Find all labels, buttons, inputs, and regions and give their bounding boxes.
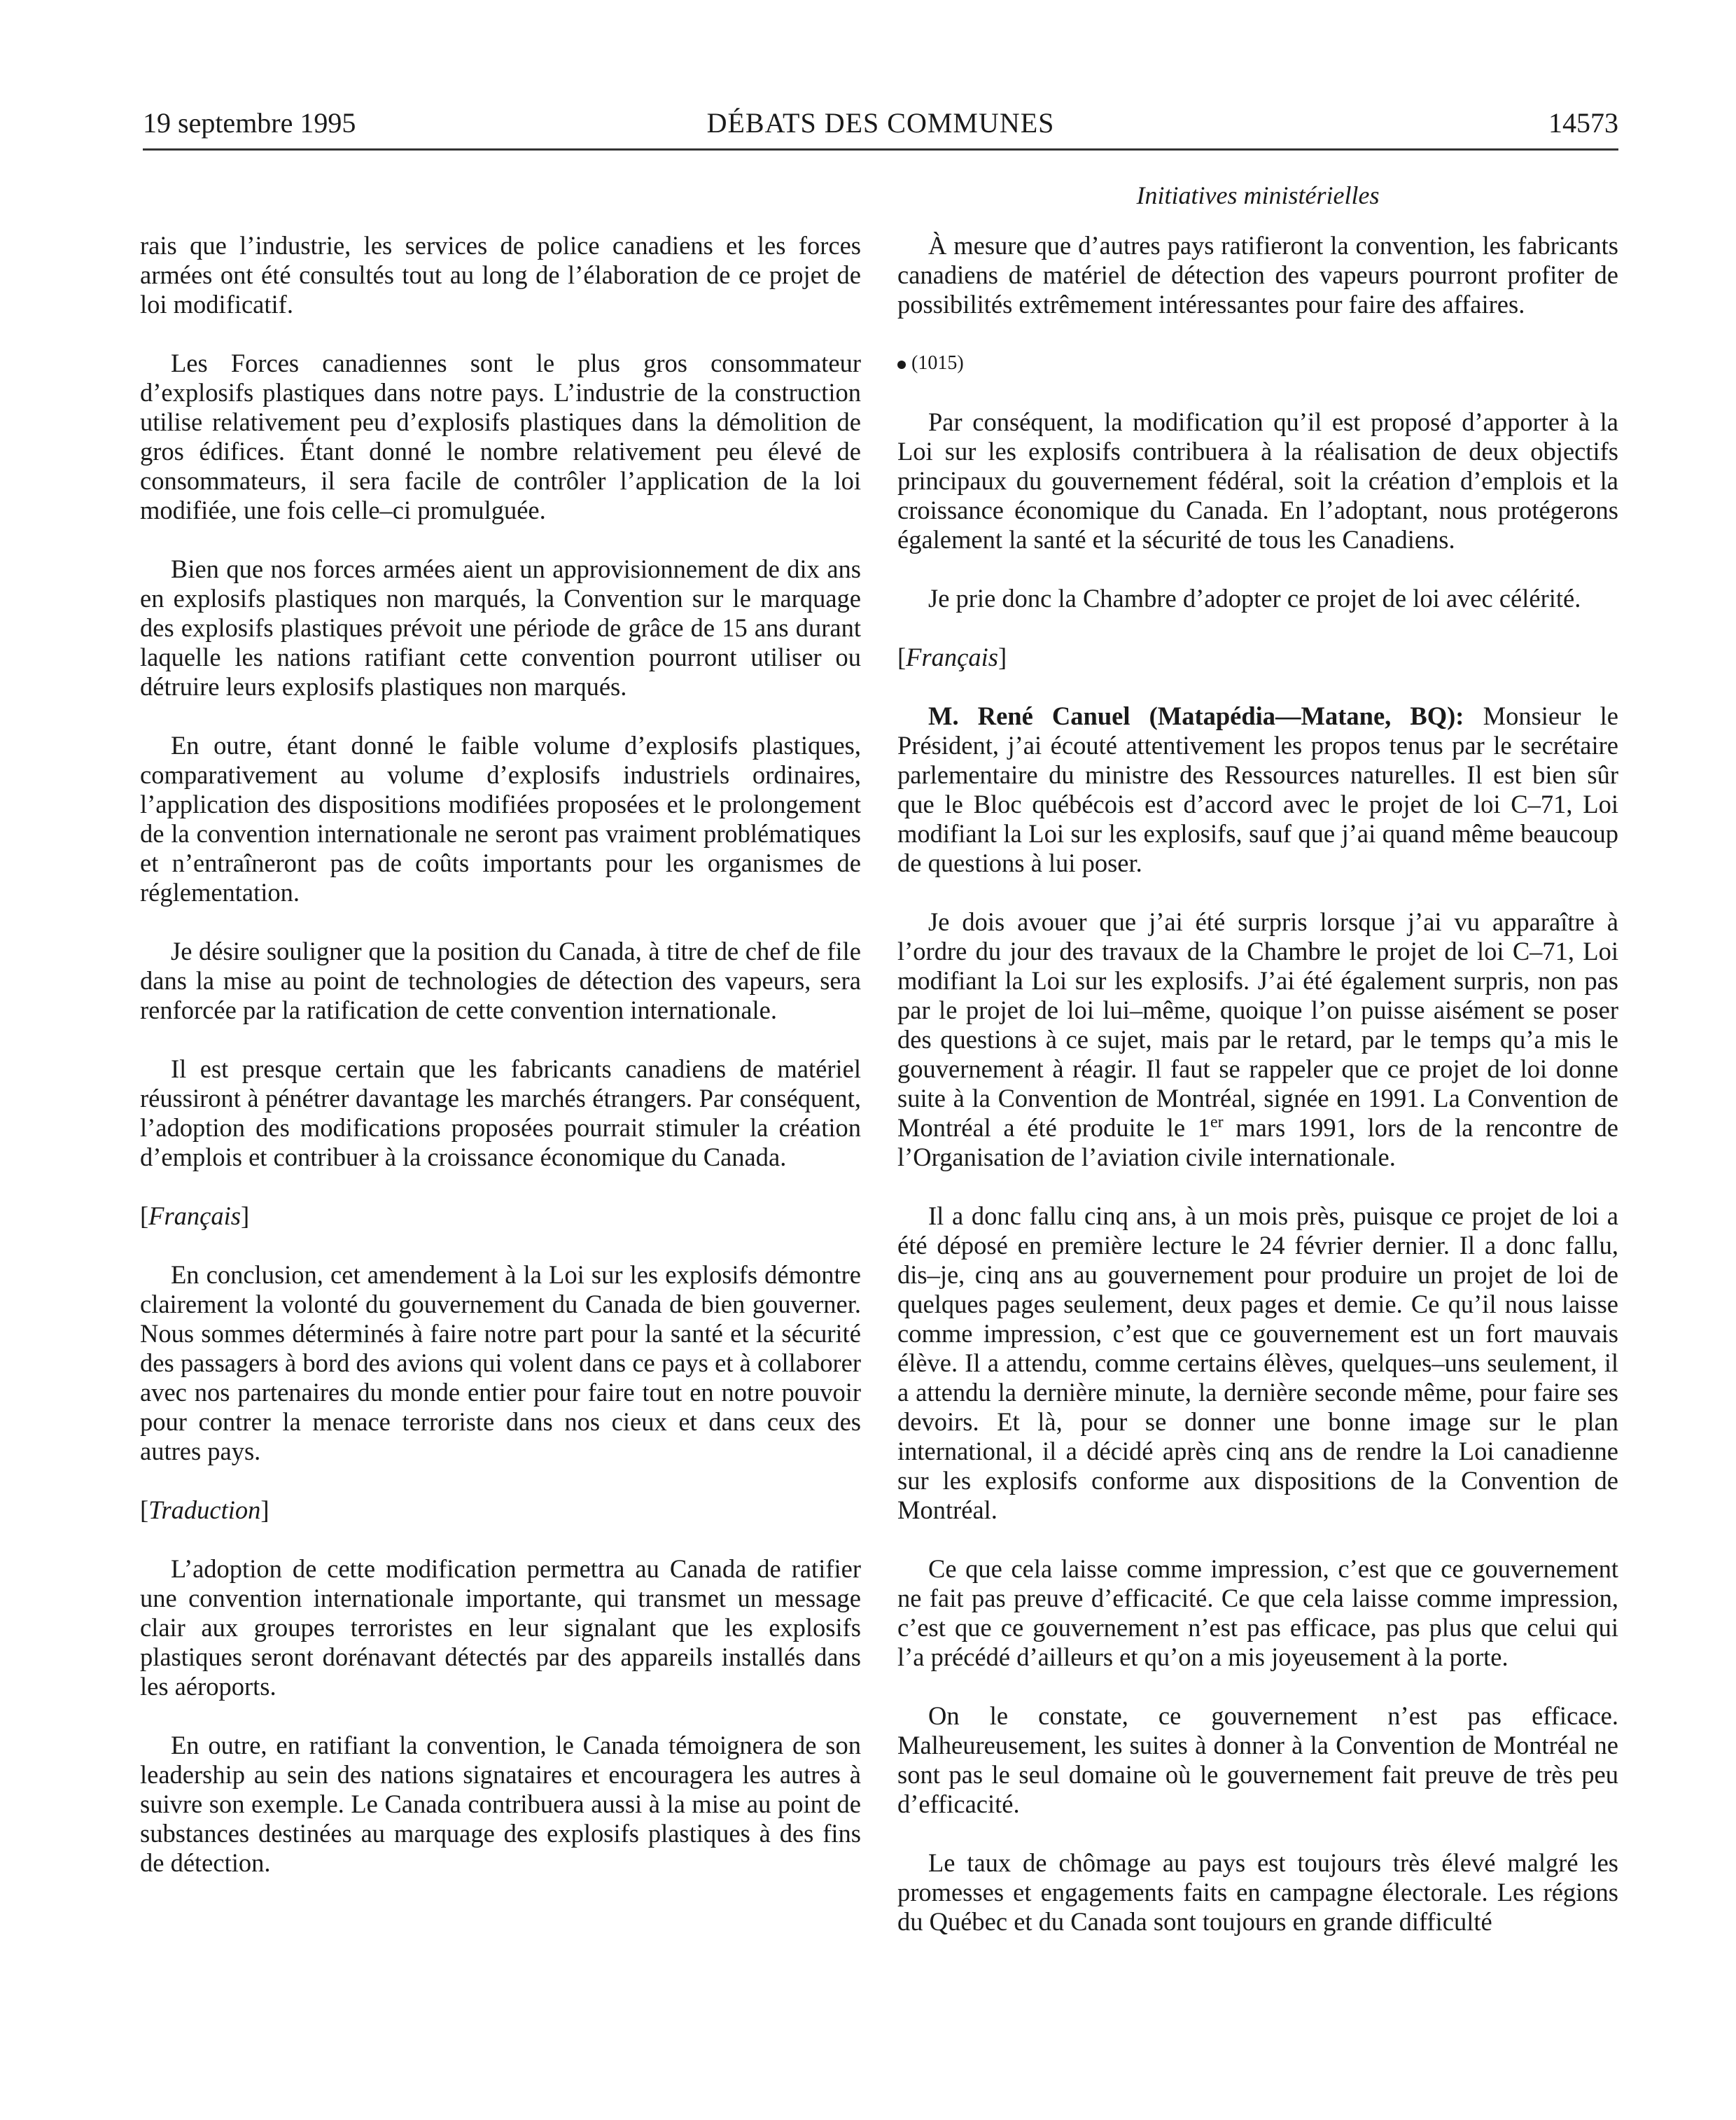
bullet-icon [897, 361, 906, 369]
language-tag-text: Français [906, 643, 998, 671]
language-tag-text: Français [148, 1201, 241, 1230]
paragraph [897, 907, 1618, 1172]
paragraph: En outre, étant donné le faible volume d’explosifs plastiques, comparativement au volume d’explosifs industriels ordinaires, l’application des dispositions modifiées proposées et le prolongement de la convention internationale ne seront pas vraiment problématiques et n’entraîneront pas de coûts importants pour les organismes de réglementation. [140, 731, 861, 907]
paragraph: L’adoption de cette modification permettra au Canada de ratifier une convention internationale importante, qui transmet un message clair aux groupes terroristes en leur signalant que les explosifs plastiques seront dorénavant détectés par des appareils installés dans les aéroports. [140, 1554, 861, 1701]
paragraph: Je désire souligner que la position du Canada, à titre de chef de file dans la mise au point de technologies de détection des vapeurs, sera renforcée par la ratification de cette convention internationale. [140, 937, 861, 1024]
paragraph: rais que l’industrie, les services de police canadiens et les forces armées ont été consultés tout au long de l’élaboration de ce projet de loi modificatif. [140, 231, 861, 319]
paragraph: On le constate, ce gouvernement n’est pas efficace. Malheureusement, les suites à donner à la Convention de Montréal ne sont pas le seul domaine où le gouvernement fait preuve de très peu d’efficacité. [897, 1701, 1618, 1818]
header-date: 19 septembre 1995 [143, 107, 356, 139]
superscript: er [1210, 1113, 1224, 1131]
time-marker [897, 349, 1618, 378]
language-tag: [Français] [140, 1201, 250, 1230]
left-column [140, 231, 861, 1907]
speaker-paragraph [897, 702, 1618, 878]
right-column [897, 231, 1618, 1966]
paragraph: Les Forces canadiennes sont le plus gros consommateur d’explosifs plastiques dans notre pays. L’industrie de la construction utilise relativement peu d’explosifs plastiques dans la démolition de gros édifices. Étant donné le nombre relativement peu élevé de consommateurs, il sera facile de contrôler l’application de la loi modifiée, une fois celle–ci promulguée. [140, 349, 861, 524]
paragraph: Je prie donc la Chambre d’adopter ce projet de loi avec célérité. [928, 584, 1581, 613]
paragraph: Par conséquent, la modification qu’il est proposé d’apporter à la Loi sur les explosifs contribuera à la réalisation de deux objectifs principaux du gouvernement fédéral, soit la création d’emplois et la croissance économique du Canada. En l’adoptant, nous protégerons également la santé et la sécurité de tous les Canadiens. [897, 407, 1618, 554]
speaker-name: M. René Canuel (Matapédia—Matane, BQ): [928, 702, 1464, 730]
header-page-number: 14573 [1548, 107, 1618, 139]
header-title: DÉBATS DES COMMUNES [706, 107, 1055, 139]
paragraph: En outre, en ratifiant la convention, le Canada témoignera de son leadership au sein des nations signataires et encouragera les autres à suivre son exemple. Le Canada contribuera aussi à la mise au point de substances destinées au marquage des explosifs plastiques à des fins de détection. [140, 1731, 861, 1877]
paragraph: Bien que nos forces armées aient un approvisionnement de dix ans en explosifs plastiques non marqués, la Convention sur le marquage des explosifs plastiques prévoit une période de grâce de 15 ans durant laquelle les nations ratifiant cette convention pourront utiliser ou détruire leurs explosifs plastiques non marqués. [140, 555, 861, 701]
paragraph: Ce que cela laisse comme impression, c’est que ce gouvernement ne fait pas preuve d’efficacité. Ce que cela laisse comme impression, c’est que ce gouvernement n’est pas efficace, pas plus que celui qui l’a précédé d’ailleurs et qu’on a mis joyeusement à la porte. [897, 1554, 1618, 1671]
paragraph: En conclusion, cet amendement à la Loi sur les explosifs démontre clairement la volonté du gouvernement du Canada de bien gouverner. Nous sommes déterminés à faire notre part pour la santé et la sécurité des passagers à bord des avions qui volent dans ce pays et à collaborer avec nos partenaires du monde entier pour faire tout en notre pouvoir pour contrer la menace terroriste dans nos cieux et dans ceux des autres pays. [140, 1260, 861, 1465]
running-head: Initiatives ministérielles [1136, 181, 1380, 209]
translation-tag-text: Traduction [148, 1495, 261, 1524]
paragraph-text: mars 1991, lors de la rencontre de l’Organisation de l’aviation civile internationale. [897, 1113, 1619, 1171]
translation-tag: [Traduction] [140, 1495, 270, 1524]
paragraph: Il est presque certain que les fabricants canadiens de matériel réussiront à pénétrer davantage les marchés étrangers. Par conséquent, l’adoption des modifications proposées pourrait stimuler la création d’emplois et contribuer à la croissance économique du Canada. [140, 1054, 861, 1171]
paragraph: Le taux de chômage au pays est toujours très élevé malgré les promesses et engagements faits en campagne électorale. Les régions du Québec et du Canada sont toujours en grande difficulté [897, 1848, 1618, 1936]
paragraph: À mesure que d’autres pays ratifieront la convention, les fabricants canadiens de matériel de détection des vapeurs pourront profiter de possibilités extrêmement intéressantes pour faire des affaires. [897, 231, 1618, 319]
paragraph-text: Je dois avouer que j’ai été surpris lorsque j’ai vu apparaître à l’ordre du jour des travaux de la Chambre le projet de loi C–71, Loi modifiant la Loi sur les explosifs. J’ai été également surpris, non pas par le projet de loi lui–même, quoique l’on puisse aisément se poser des questions à ce sujet, mais par le retard, par le temps qu’a mis le gouvernement à réagir. Il faut se rappeler que ce projet de loi donne suite à la Convention de Montréal, signée en 1991. La Convention de Montréal a été produite le 1 [897, 907, 1618, 1142]
page-header [143, 106, 1618, 151]
speaker-text: Monsieur le Président, j’ai écouté attentivement les propos tenus par le secrétaire parlementaire du ministre des Ressources naturelles. Il est bien sûr que le Bloc québécois est d’accord avec le projet de loi C–71, Loi modifiant la Loi sur les explosifs, sauf que j’ai quand même beaucoup de questions à lui poser. [897, 702, 1618, 877]
time-marker-text: (1015) [911, 352, 964, 374]
language-tag: [Français] [897, 643, 1007, 671]
paragraph: Il a donc fallu cinq ans, à un mois près, puisque ce projet de loi a été déposé en première lecture le 24 février dernier. Il a donc fallu, dis–je, cinq ans au gouvernement pour produire un projet de loi de quelques pages seulement, deux pages et demie. Ce qu’il nous laisse comme impression, c’est que ce gouvernement est un fort mauvais élève. Il a attendu, comme certains élèves, quelques–uns seulement, il a attendu la dernière minute, la dernière seconde même, pour faire ses devoirs. Et là, pour se donner une bonne image sur le plan international, il a décidé après cinq ans de rendre la Loi canadienne sur les explosifs conforme aux dispositions de la Convention de Montréal. [897, 1201, 1618, 1524]
